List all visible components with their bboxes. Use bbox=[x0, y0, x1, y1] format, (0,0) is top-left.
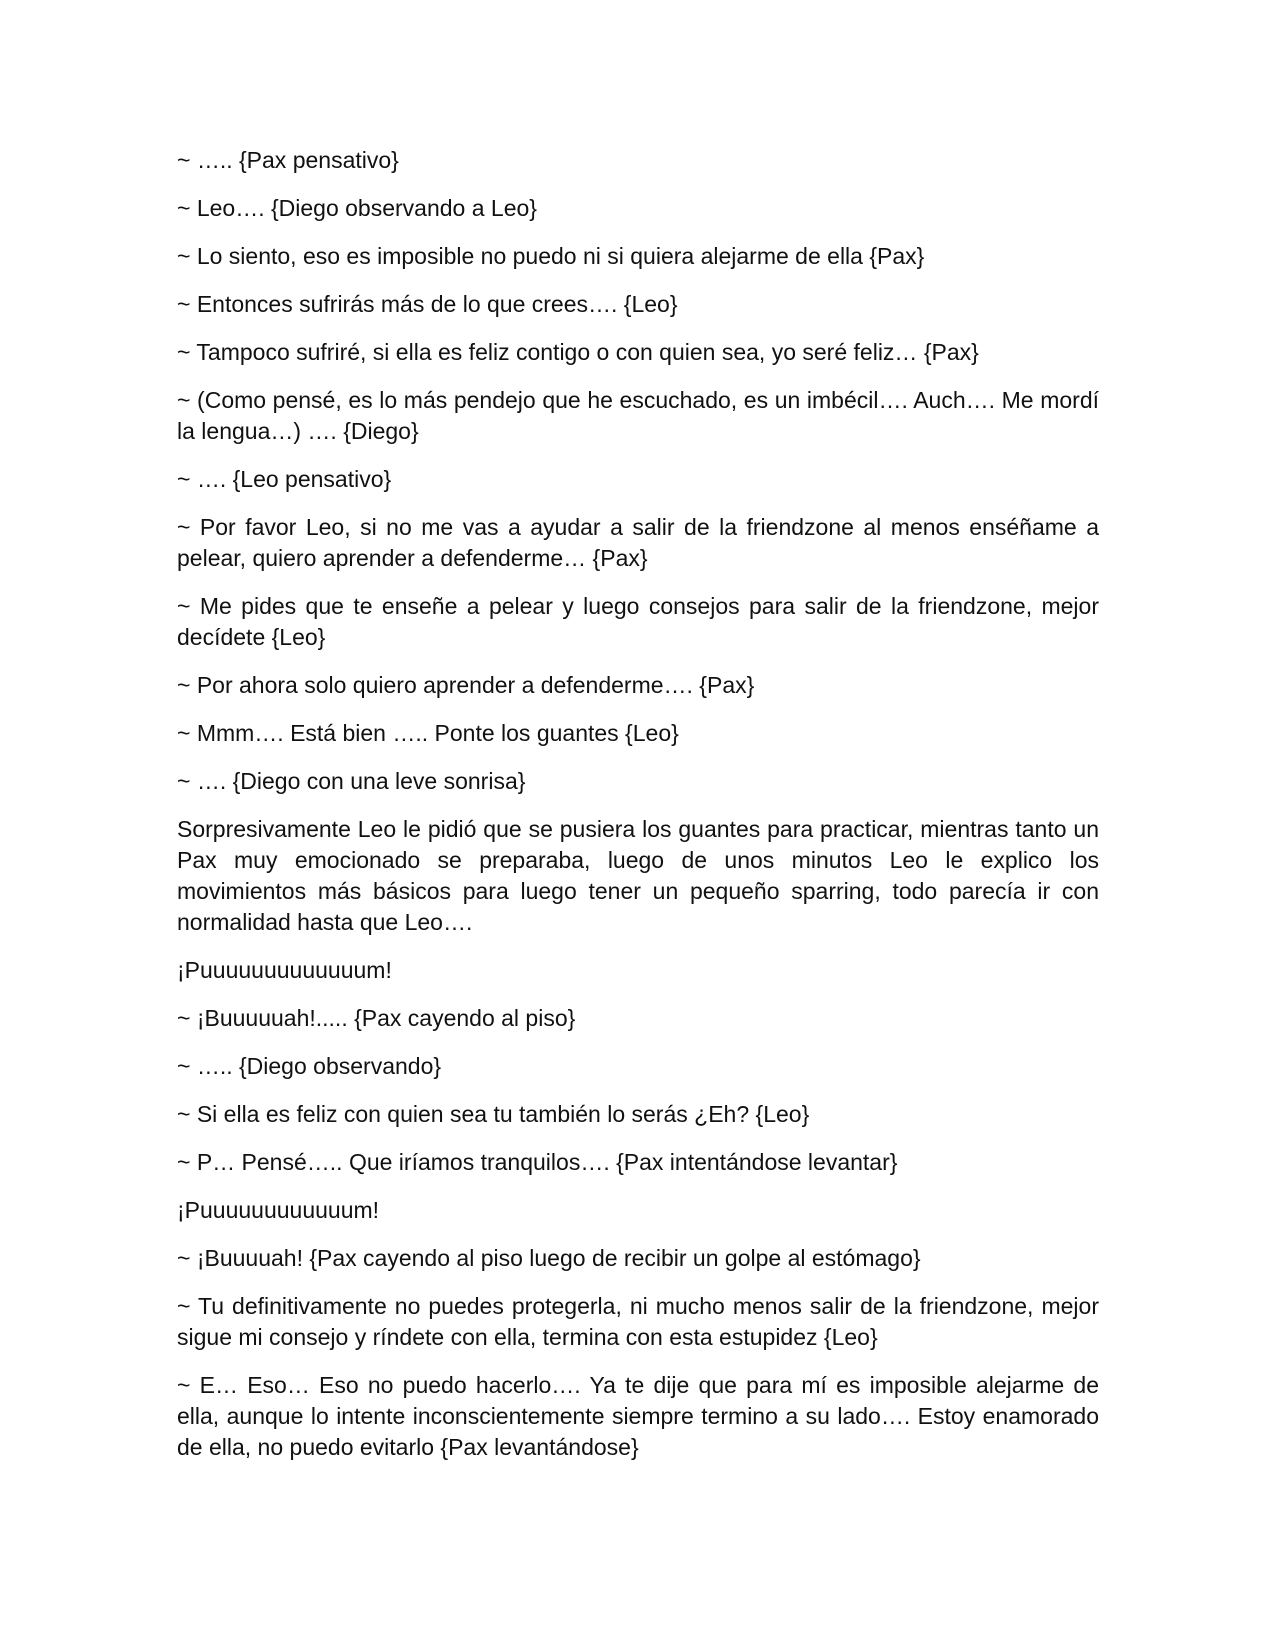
paragraph: ~ ¡Buuuuuah!..... {Pax cayendo al piso} bbox=[177, 1005, 576, 1031]
paragraph: ~ Entonces sufrirás más de lo que crees…. {Leo} bbox=[177, 291, 678, 317]
paragraph: ~ ….. {Diego observando} bbox=[177, 1053, 442, 1079]
paragraph: ~ P… Pensé….. Que iríamos tranquilos…. {Pax intentándose levantar} bbox=[177, 1149, 898, 1175]
paragraph: ~ Tampoco sufriré, si ella es feliz contigo o con quien sea, yo seré feliz… {Pax} bbox=[177, 339, 979, 365]
paragraph: ~ Tu definitivamente no puedes protegerla, ni mucho menos salir de la friendzone, mejor sigue mi consejo y ríndete con ella, termina con esta estupidez {Leo} bbox=[177, 1293, 1099, 1350]
paragraph: Sorpresivamente Leo le pidió que se pusiera los guantes para practicar, mientras tanto un Pax muy emocionado se preparaba, luego de unos minutos Leo le explico los movimientos más básicos para luego tener un pequeño sparring, todo parecía ir con normalidad hasta que Leo…. bbox=[177, 816, 1099, 935]
paragraph: ~ Por favor Leo, si no me vas a ayudar a salir de la friendzone al menos enséñame a pelear, quiero aprender a defenderme… {Pax} bbox=[177, 514, 1099, 571]
paragraph: ¡Puuuuuuuuuuuuum! bbox=[177, 957, 392, 983]
paragraph: ~ (Como pensé, es lo más pendejo que he escuchado, es un imbécil…. Auch…. Me mordí la lengua…) …. {Diego} bbox=[177, 387, 1099, 444]
document-page bbox=[177, 145, 1099, 1480]
paragraph: ~ Mmm…. Está bien ….. Ponte los guantes {Leo} bbox=[177, 720, 679, 746]
paragraph: ~ Lo siento, eso es imposible no puedo ni si quiera alejarme de ella {Pax} bbox=[177, 243, 925, 269]
paragraph: ~ Leo…. {Diego observando a Leo} bbox=[177, 195, 537, 221]
paragraph: ~ Me pides que te enseñe a pelear y luego consejos para salir de la friendzone, mejor decídete {Leo} bbox=[177, 593, 1099, 650]
paragraph: ~ …. {Diego con una leve sonrisa} bbox=[177, 768, 526, 794]
paragraph: ~ ….. {Pax pensativo} bbox=[177, 147, 399, 173]
paragraph: ~ Si ella es feliz con quien sea tu también lo serás ¿Eh? {Leo} bbox=[177, 1101, 810, 1127]
paragraph: ~ E… Eso… Eso no puedo hacerlo…. Ya te dije que para mí es imposible alejarme de ella, aunque lo intente inconscientemente siempre termino a su lado…. Estoy enamorado de ella, no puedo evitarlo {Pax levantándose} bbox=[177, 1372, 1099, 1460]
paragraph: ¡Puuuuuuuuuuuum! bbox=[177, 1197, 380, 1223]
paragraph: ~ …. {Leo pensativo} bbox=[177, 466, 392, 492]
paragraph: ~ ¡Buuuuah! {Pax cayendo al piso luego de recibir un golpe al estómago} bbox=[177, 1245, 921, 1271]
paragraph: ~ Por ahora solo quiero aprender a defenderme…. {Pax} bbox=[177, 672, 755, 698]
